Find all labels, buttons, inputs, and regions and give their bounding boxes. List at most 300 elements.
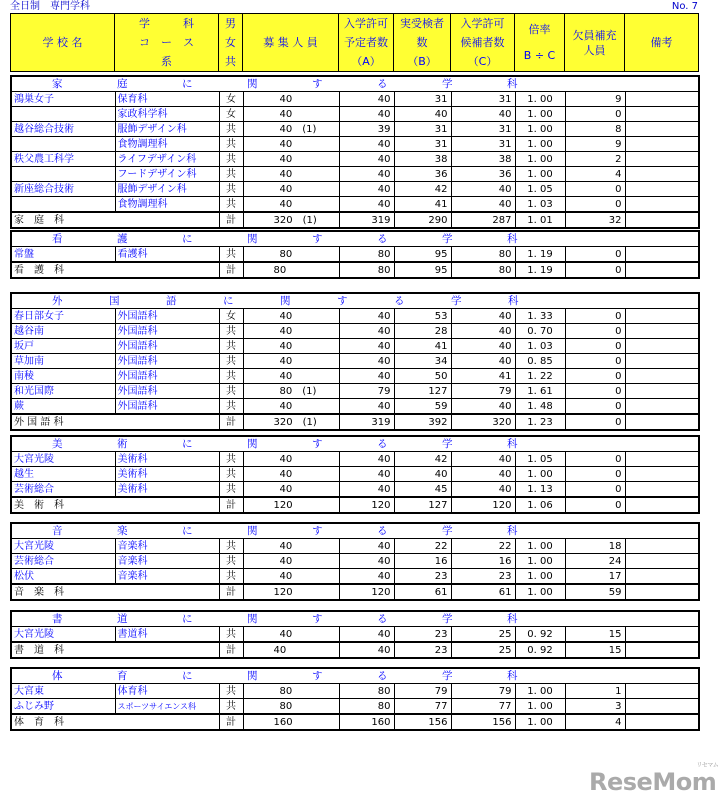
section-title-char: に bbox=[182, 524, 193, 537]
value-c: 77 bbox=[451, 699, 515, 715]
value-a: 40 bbox=[339, 369, 394, 384]
resemom-logo: ReseMom リセマム bbox=[589, 762, 718, 796]
total-recruit-note: (1) bbox=[302, 214, 317, 226]
school-name bbox=[11, 137, 115, 152]
fill-count: 0 bbox=[565, 467, 625, 482]
note-cell bbox=[625, 399, 699, 415]
section-title-char: 楽 bbox=[117, 524, 128, 537]
section-table bbox=[10, 435, 700, 514]
course-name: 外国語科 bbox=[115, 399, 219, 415]
value-a: 39 bbox=[339, 122, 394, 137]
total-mark: 計 bbox=[219, 642, 243, 658]
section-title-char: 学 bbox=[442, 232, 453, 245]
section-title-char: 学 bbox=[442, 524, 453, 537]
recruit-count bbox=[243, 152, 339, 167]
total-b: 61 bbox=[394, 584, 451, 600]
total-mark: 計 bbox=[219, 714, 243, 730]
value-c: 40 bbox=[451, 467, 515, 482]
total-mark: 計 bbox=[219, 212, 243, 228]
section-title-char: す bbox=[312, 77, 323, 90]
section-title-char: 道 bbox=[117, 612, 128, 625]
value-c: 22 bbox=[451, 539, 515, 554]
total-ratio: 1. 01 bbox=[515, 212, 565, 228]
school-name: 芸術総合 bbox=[11, 482, 115, 498]
total-ratio: 1. 00 bbox=[515, 584, 565, 600]
value-c: 40 bbox=[451, 309, 515, 324]
value-b: 36 bbox=[394, 167, 451, 182]
section-title-row bbox=[11, 436, 699, 452]
recruit-count bbox=[243, 339, 339, 354]
table-row bbox=[11, 384, 699, 399]
value-b: 28 bbox=[394, 324, 451, 339]
course-name: 外国語科 bbox=[115, 309, 219, 324]
course-name: 書道科 bbox=[115, 627, 219, 643]
value-b: 22 bbox=[394, 539, 451, 554]
total-c: 320 bbox=[451, 414, 515, 430]
recruit-value: 40 bbox=[279, 138, 293, 150]
value-c: 41 bbox=[451, 369, 515, 384]
section-title-char: る bbox=[377, 437, 388, 450]
value-b: 23 bbox=[394, 569, 451, 585]
header-table bbox=[10, 13, 699, 72]
section-title-char: 関 bbox=[247, 524, 258, 537]
table-row bbox=[11, 627, 699, 643]
note-cell bbox=[625, 247, 699, 263]
recruit-value: 40 bbox=[279, 325, 293, 337]
fill-count: 9 bbox=[565, 92, 625, 107]
course-name: 食物調理科 bbox=[115, 197, 219, 213]
section-title-char: 看 bbox=[52, 232, 63, 245]
recruit-count bbox=[243, 684, 339, 699]
course-name: 体育科 bbox=[115, 684, 219, 699]
section-table bbox=[10, 292, 700, 431]
recruit-count bbox=[243, 539, 339, 554]
sex-type: 共 bbox=[219, 369, 243, 384]
table-row bbox=[11, 369, 699, 384]
recruit-value: 80 bbox=[279, 248, 293, 260]
course-name: 外国語科 bbox=[115, 339, 219, 354]
value-b: 31 bbox=[394, 92, 451, 107]
section-title-char: 関 bbox=[247, 437, 258, 450]
value-a: 40 bbox=[339, 569, 394, 585]
recruit-value: 40 bbox=[279, 370, 293, 382]
note-cell bbox=[625, 182, 699, 197]
page-number: No. 7 bbox=[671, 1, 698, 12]
course-name: 看護科 bbox=[115, 247, 219, 263]
note-cell bbox=[625, 339, 699, 354]
school-name: 南稜 bbox=[11, 369, 115, 384]
section-table bbox=[10, 667, 700, 731]
course-name: 服飾デザイン科 bbox=[115, 122, 219, 137]
value-b: 42 bbox=[394, 182, 451, 197]
total-label: 家 庭 科 bbox=[11, 212, 219, 228]
value-a: 40 bbox=[339, 482, 394, 498]
total-recruit-value: 160 bbox=[273, 716, 293, 728]
table-row bbox=[11, 247, 699, 263]
section-title-char: 学 bbox=[442, 669, 453, 682]
ratio: 1. 48 bbox=[515, 399, 565, 415]
total-recruit-value: 320 bbox=[273, 214, 293, 226]
fill-count: 1 bbox=[565, 684, 625, 699]
section-title-char: 護 bbox=[117, 232, 128, 245]
recruit-count bbox=[243, 467, 339, 482]
table-row bbox=[11, 152, 699, 167]
sex-type: 共 bbox=[219, 699, 243, 715]
recruit-note: (1) bbox=[302, 123, 317, 135]
course-name: 食物調理科 bbox=[115, 137, 219, 152]
table-row bbox=[11, 197, 699, 213]
recruit-value: 40 bbox=[279, 198, 293, 210]
table-row bbox=[11, 482, 699, 498]
value-b: 50 bbox=[394, 369, 451, 384]
value-b: 34 bbox=[394, 354, 451, 369]
recruit-count bbox=[243, 167, 339, 182]
value-b: 95 bbox=[394, 247, 451, 263]
total-recruit-value: 120 bbox=[273, 586, 293, 598]
value-b: 59 bbox=[394, 399, 451, 415]
sex-type: 女 bbox=[219, 92, 243, 107]
value-b: 77 bbox=[394, 699, 451, 715]
school-name: 和光国際 bbox=[11, 384, 115, 399]
recruit-value: 40 bbox=[279, 153, 293, 165]
section-title-char: る bbox=[377, 232, 388, 245]
section-title-char: 学 bbox=[451, 294, 462, 307]
section-title bbox=[11, 611, 699, 627]
value-a: 40 bbox=[339, 92, 394, 107]
recruit-count bbox=[243, 309, 339, 324]
ratio: 1. 00 bbox=[515, 167, 565, 182]
recruit-value: 40 bbox=[279, 570, 293, 582]
section-title bbox=[11, 293, 699, 309]
section-title-char: 美 bbox=[52, 437, 63, 450]
recruit-value: 40 bbox=[279, 453, 293, 465]
total-b: 290 bbox=[394, 212, 451, 228]
total-recruit-value: 120 bbox=[273, 499, 293, 511]
value-c: 40 bbox=[451, 482, 515, 498]
course-name: スポーツサイエンス科 bbox=[115, 699, 219, 715]
recruit-value: 40 bbox=[279, 108, 293, 120]
ratio: 1. 00 bbox=[515, 122, 565, 137]
total-b: 95 bbox=[394, 262, 451, 278]
section-title-char: 庭 bbox=[117, 77, 128, 90]
course-name: ライフデザイン科 bbox=[115, 152, 219, 167]
school-name: 秩父農工科学 bbox=[11, 152, 115, 167]
note-cell bbox=[625, 167, 699, 182]
ratio: 1. 05 bbox=[515, 182, 565, 197]
value-c: 40 bbox=[451, 197, 515, 213]
total-ratio: 0. 92 bbox=[515, 642, 565, 658]
note-cell bbox=[625, 262, 699, 278]
section-title-char: 学 bbox=[442, 437, 453, 450]
school-name: 春日部女子 bbox=[11, 309, 115, 324]
course-name: 美術科 bbox=[115, 452, 219, 467]
total-b: 392 bbox=[394, 414, 451, 430]
total-recruit-value: 80 bbox=[273, 264, 287, 276]
note-cell bbox=[625, 467, 699, 482]
recruit-count bbox=[243, 452, 339, 467]
sex-type: 女 bbox=[219, 309, 243, 324]
section-title-char: 関 bbox=[280, 294, 291, 307]
recruit-count bbox=[243, 324, 339, 339]
value-a: 40 bbox=[339, 354, 394, 369]
recruit-value: 40 bbox=[279, 93, 293, 105]
table-row bbox=[11, 92, 699, 107]
section-title bbox=[11, 76, 699, 92]
fill-count: 0 bbox=[565, 369, 625, 384]
value-c: 38 bbox=[451, 152, 515, 167]
sex-type: 共 bbox=[219, 684, 243, 699]
col-note: 備考 bbox=[625, 14, 699, 72]
value-c: 79 bbox=[451, 684, 515, 699]
ratio: 1. 00 bbox=[515, 684, 565, 699]
school-name bbox=[11, 197, 115, 213]
section-title-char: る bbox=[377, 524, 388, 537]
total-a: 120 bbox=[339, 497, 394, 513]
school-name: 大宮光陵 bbox=[11, 452, 115, 467]
section-title-char: 科 bbox=[507, 437, 518, 450]
total-recruit bbox=[243, 584, 339, 600]
value-a: 40 bbox=[339, 627, 394, 643]
total-c: 120 bbox=[451, 497, 515, 513]
course-name: 服飾デザイン科 bbox=[115, 182, 219, 197]
section-title bbox=[11, 436, 699, 452]
section-title-char: 関 bbox=[247, 77, 258, 90]
value-b: 23 bbox=[394, 627, 451, 643]
total-a: 319 bbox=[339, 414, 394, 430]
ratio: 1. 00 bbox=[515, 137, 565, 152]
sex-type: 共 bbox=[219, 627, 243, 643]
ratio: 1. 00 bbox=[515, 539, 565, 554]
ratio: 1. 03 bbox=[515, 197, 565, 213]
recruit-value: 40 bbox=[279, 183, 293, 195]
sex-type: 共 bbox=[219, 554, 243, 569]
recruit-count bbox=[243, 92, 339, 107]
page-header-line bbox=[10, 1, 698, 13]
total-c: 80 bbox=[451, 262, 515, 278]
value-c: 40 bbox=[451, 182, 515, 197]
fill-count: 0 bbox=[565, 452, 625, 467]
recruit-value: 40 bbox=[279, 355, 293, 367]
section-title-char: 学 bbox=[442, 77, 453, 90]
section-title-char: す bbox=[312, 612, 323, 625]
section-title-char: に bbox=[182, 77, 193, 90]
note-cell bbox=[625, 122, 699, 137]
sex-type: 共 bbox=[219, 467, 243, 482]
recruit-count bbox=[243, 122, 339, 137]
section-title-char: 音 bbox=[52, 524, 63, 537]
value-a: 40 bbox=[339, 554, 394, 569]
table-row bbox=[11, 324, 699, 339]
fill-count: 0 bbox=[565, 339, 625, 354]
section-title-char: 科 bbox=[507, 524, 518, 537]
total-c: 25 bbox=[451, 642, 515, 658]
value-c: 40 bbox=[451, 107, 515, 122]
school-name: 草加南 bbox=[11, 354, 115, 369]
recruit-value: 40 bbox=[279, 340, 293, 352]
note-cell bbox=[625, 584, 699, 600]
table-row bbox=[11, 554, 699, 569]
table-row bbox=[11, 467, 699, 482]
total-recruit-value: 320 bbox=[273, 416, 293, 428]
section-title-char: 育 bbox=[117, 669, 128, 682]
total-ratio: 1. 19 bbox=[515, 262, 565, 278]
section-title-char: に bbox=[182, 232, 193, 245]
section-title-char: る bbox=[394, 294, 405, 307]
section-title-char: 語 bbox=[166, 294, 177, 307]
course-name: 外国語科 bbox=[115, 384, 219, 399]
value-c: 40 bbox=[451, 354, 515, 369]
course-name: 美術科 bbox=[115, 467, 219, 482]
section-title-char: 家 bbox=[52, 77, 63, 90]
total-label: 外 国 語 科 bbox=[11, 414, 219, 430]
value-a: 79 bbox=[339, 384, 394, 399]
note-cell bbox=[625, 554, 699, 569]
value-a: 40 bbox=[339, 107, 394, 122]
col-course: 学 科 コ ー ス 系 bbox=[115, 14, 219, 72]
course-name: 保育科 bbox=[115, 92, 219, 107]
note-cell bbox=[625, 324, 699, 339]
total-a: 80 bbox=[339, 262, 394, 278]
total-label: 美 術 科 bbox=[11, 497, 219, 513]
col-school: 学 校 名 bbox=[11, 14, 115, 72]
total-row bbox=[11, 497, 699, 513]
ratio: 1. 19 bbox=[515, 247, 565, 263]
sex-type: 共 bbox=[219, 197, 243, 213]
value-c: 23 bbox=[451, 569, 515, 585]
total-label: 音 楽 科 bbox=[11, 584, 219, 600]
school-name: ふじみ野 bbox=[11, 699, 115, 715]
ratio: 0. 70 bbox=[515, 324, 565, 339]
course-name: 音楽科 bbox=[115, 539, 219, 554]
total-fill: 0 bbox=[565, 262, 625, 278]
section-title-row bbox=[11, 523, 699, 539]
value-c: 79 bbox=[451, 384, 515, 399]
section-title-char: 術 bbox=[117, 437, 128, 450]
school-name: 大宮光陵 bbox=[11, 627, 115, 643]
value-a: 40 bbox=[339, 152, 394, 167]
total-b: 156 bbox=[394, 714, 451, 730]
value-a: 40 bbox=[339, 197, 394, 213]
section-title-char: す bbox=[312, 437, 323, 450]
course-name: 外国語科 bbox=[115, 354, 219, 369]
value-a: 40 bbox=[339, 137, 394, 152]
table-row bbox=[11, 684, 699, 699]
section-title-char: 科 bbox=[507, 77, 518, 90]
table-row bbox=[11, 107, 699, 122]
recruit-value: 40 bbox=[279, 540, 293, 552]
ratio: 1. 00 bbox=[515, 92, 565, 107]
sex-type: 共 bbox=[219, 122, 243, 137]
total-row bbox=[11, 642, 699, 658]
recruit-count bbox=[243, 554, 339, 569]
section-title-char: に bbox=[182, 437, 193, 450]
value-b: 45 bbox=[394, 482, 451, 498]
fill-count: 2 bbox=[565, 152, 625, 167]
section-title-char: 科 bbox=[508, 294, 519, 307]
total-ratio: 1. 00 bbox=[515, 714, 565, 730]
note-cell bbox=[625, 137, 699, 152]
value-b: 31 bbox=[394, 122, 451, 137]
recruit-note: (1) bbox=[302, 385, 317, 397]
value-a: 40 bbox=[339, 324, 394, 339]
value-a: 40 bbox=[339, 339, 394, 354]
section-title-char: す bbox=[312, 232, 323, 245]
total-row bbox=[11, 212, 699, 228]
total-fill: 15 bbox=[565, 642, 625, 658]
total-c: 287 bbox=[451, 212, 515, 228]
note-cell bbox=[625, 642, 699, 658]
ratio: 1. 61 bbox=[515, 384, 565, 399]
total-recruit bbox=[243, 642, 339, 658]
value-a: 80 bbox=[339, 684, 394, 699]
section-title-row bbox=[11, 293, 699, 309]
value-b: 127 bbox=[394, 384, 451, 399]
fill-count: 15 bbox=[565, 627, 625, 643]
section-title-char: す bbox=[312, 524, 323, 537]
school-name: 越生 bbox=[11, 467, 115, 482]
total-recruit-value: 40 bbox=[273, 644, 287, 656]
course-name: 音楽科 bbox=[115, 554, 219, 569]
value-a: 40 bbox=[339, 399, 394, 415]
recruit-count bbox=[243, 247, 339, 263]
total-row bbox=[11, 584, 699, 600]
sex-type: 女 bbox=[219, 107, 243, 122]
total-label: 体 育 科 bbox=[11, 714, 219, 730]
note-cell bbox=[625, 197, 699, 213]
value-a: 40 bbox=[339, 452, 394, 467]
total-fill: 32 bbox=[565, 212, 625, 228]
section-table bbox=[10, 610, 700, 659]
table-row bbox=[11, 539, 699, 554]
value-b: 38 bbox=[394, 152, 451, 167]
total-recruit bbox=[243, 497, 339, 513]
table-row bbox=[11, 569, 699, 585]
section-title-char: 外 bbox=[52, 294, 63, 307]
sex-type: 共 bbox=[219, 167, 243, 182]
fill-count: 0 bbox=[565, 354, 625, 369]
section-table bbox=[10, 230, 700, 279]
note-cell bbox=[625, 92, 699, 107]
total-mark: 計 bbox=[219, 497, 243, 513]
total-mark: 計 bbox=[219, 584, 243, 600]
ratio: 1. 03 bbox=[515, 339, 565, 354]
total-recruit bbox=[243, 714, 339, 730]
recruit-count bbox=[243, 482, 339, 498]
course-name: 家政科学科 bbox=[115, 107, 219, 122]
col-fill: 欠員補充 人員 bbox=[565, 14, 625, 72]
section-title-char: 関 bbox=[247, 232, 258, 245]
recruit-count bbox=[243, 384, 339, 399]
course-name: 音楽科 bbox=[115, 569, 219, 585]
section-title-char: る bbox=[377, 612, 388, 625]
table-row bbox=[11, 699, 699, 715]
recruit-value: 40 bbox=[279, 123, 293, 135]
value-c: 31 bbox=[451, 137, 515, 152]
value-b: 40 bbox=[394, 467, 451, 482]
total-recruit-note: (1) bbox=[302, 416, 317, 428]
recruit-count bbox=[243, 107, 339, 122]
sex-type: 共 bbox=[219, 339, 243, 354]
fill-count: 0 bbox=[565, 107, 625, 122]
table-row bbox=[11, 339, 699, 354]
ratio: 1. 00 bbox=[515, 467, 565, 482]
total-recruit bbox=[243, 212, 339, 228]
value-b: 79 bbox=[394, 684, 451, 699]
note-cell bbox=[625, 497, 699, 513]
section-title bbox=[11, 523, 699, 539]
sex-type: 共 bbox=[219, 182, 243, 197]
total-mark: 計 bbox=[219, 414, 243, 430]
